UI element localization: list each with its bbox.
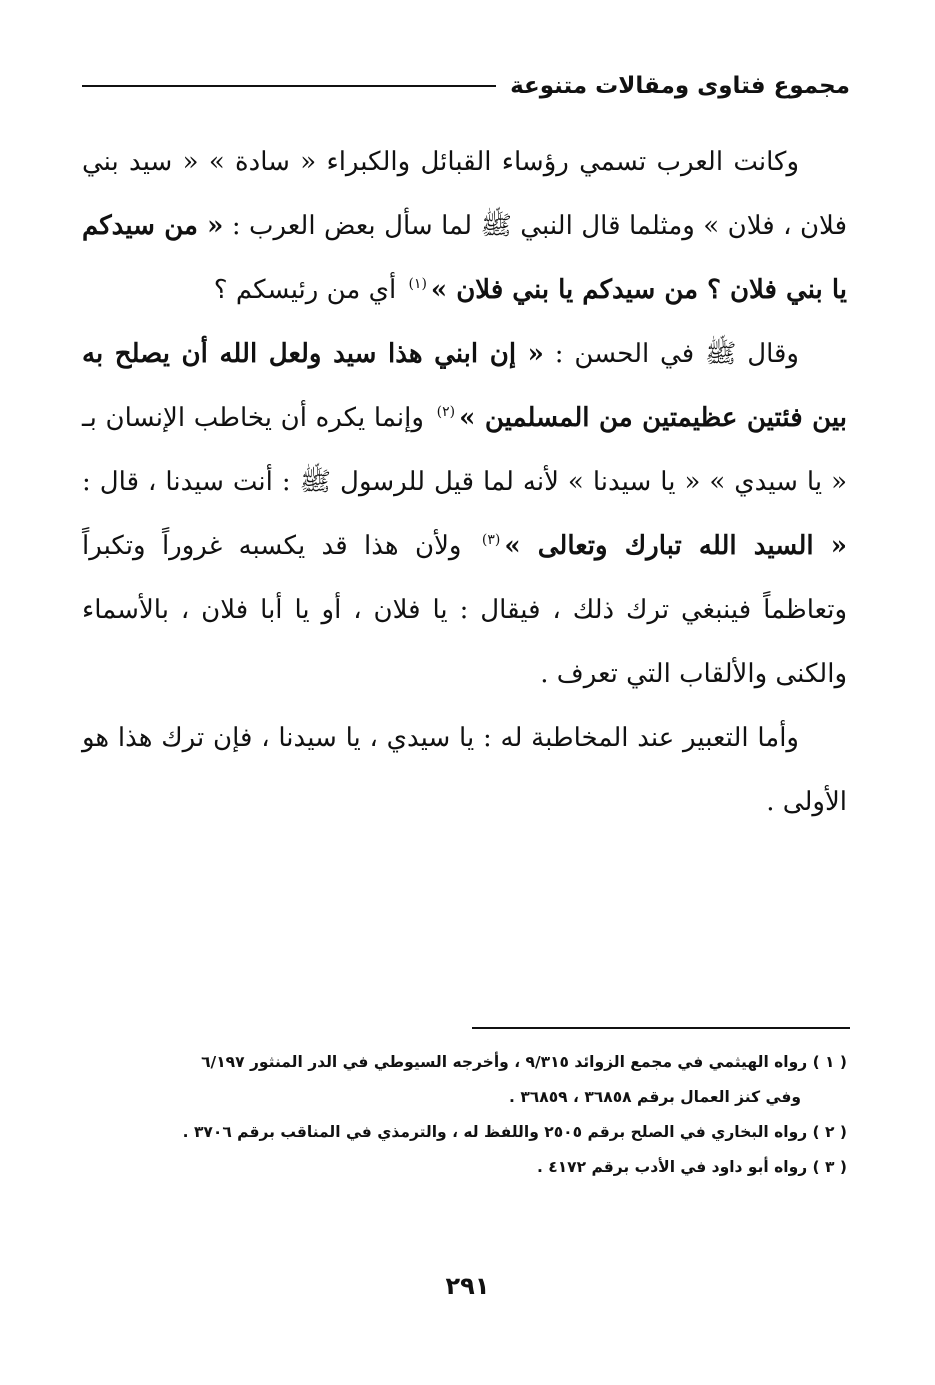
footnote-1 (150, 1045, 847, 1080)
paragraph-1-text: وكانت العرب تسمي رؤساء القبائل والكبراء « سادة » « سيد بني فلان ، فلان » ومثلما قال النبي ﷺ لما سأل بعض العرب : (82, 147, 847, 241)
hadith-quote-3: « السيد الله تبارك وتعالى » (504, 531, 848, 561)
body-text (82, 130, 847, 834)
footnote-ref-1: (١) (408, 276, 427, 293)
header-title: مجموع فتاوى ومقالات متنوعة (510, 73, 850, 99)
footnote-ref-2: (٢) (436, 404, 456, 421)
hadith-quote-2: « إن ابني هذا سيد ولعل الله أن يصلح به بين فئتين عظيمتين من المسلمين » (82, 339, 847, 433)
running-header (82, 64, 850, 108)
footnote-rule (472, 1027, 850, 1029)
paragraph-2 (82, 322, 847, 706)
paragraph-3-text: وأما التعبير عند المخاطبة له : يا سيدي ، يا سيدنا ، فإن ترك هذا هو الأولى . (82, 723, 847, 817)
footnote-1-line-2: وفي كنز العمال برقم ٣٦٨٥٨ ، ٣٦٨٥٩ . (509, 1088, 801, 1106)
footnotes (150, 1045, 847, 1185)
header-rule (82, 85, 496, 87)
paragraph-2-middle: وإنما يكره أن يخاطب الإنسان بـ « يا سيدي » « يا سيدنا » لأنه لما قيل للرسول ﷺ : أنت سيدنا ، قال : (82, 403, 847, 497)
paragraph-2-tail: ولأن هذا قد يكسبه غروراً وتكبراً وتعاظماً فينبغي ترك ذلك ، فيقال : يا فلان ، أو يا أبا فلان ، بالأسماء والكنى والألقاب التي تعرف . (82, 531, 847, 689)
footnote-1-line-1: ( ١ ) رواه الهيثمي في مجمع الزوائد ٩/٣١٥ ، وأخرجه السيوطي في الدر المنثور ٦/١٩٧ (201, 1053, 847, 1071)
footnote-1-continuation (150, 1080, 847, 1115)
page-number: ٢٩١ (445, 1272, 490, 1300)
paragraph-1 (82, 130, 847, 322)
footnote-2 (150, 1115, 847, 1150)
paragraph-2-text: وقال ﷺ في الحسن : (543, 339, 799, 369)
footnote-3 (150, 1150, 847, 1185)
footnote-2-text: ( ٢ ) رواه البخاري في الصلح برقم ٢٥٠٥ واللفظ له ، والترمذي في المناقب برقم ٣٧٠٦ . (182, 1123, 847, 1141)
paragraph-1-tail: أي من رئيسكم ؟ (213, 275, 405, 305)
hadith-quote-1: « من سيدكم يا بني فلان ؟ من سيدكم يا بني فلان » (82, 211, 847, 305)
footnote-3-text: ( ٣ ) رواه أبو داود في الأدب برقم ٤١٧٢ . (536, 1158, 847, 1176)
paragraph-3 (82, 706, 847, 834)
footnote-ref-3: (٣) (481, 532, 501, 549)
